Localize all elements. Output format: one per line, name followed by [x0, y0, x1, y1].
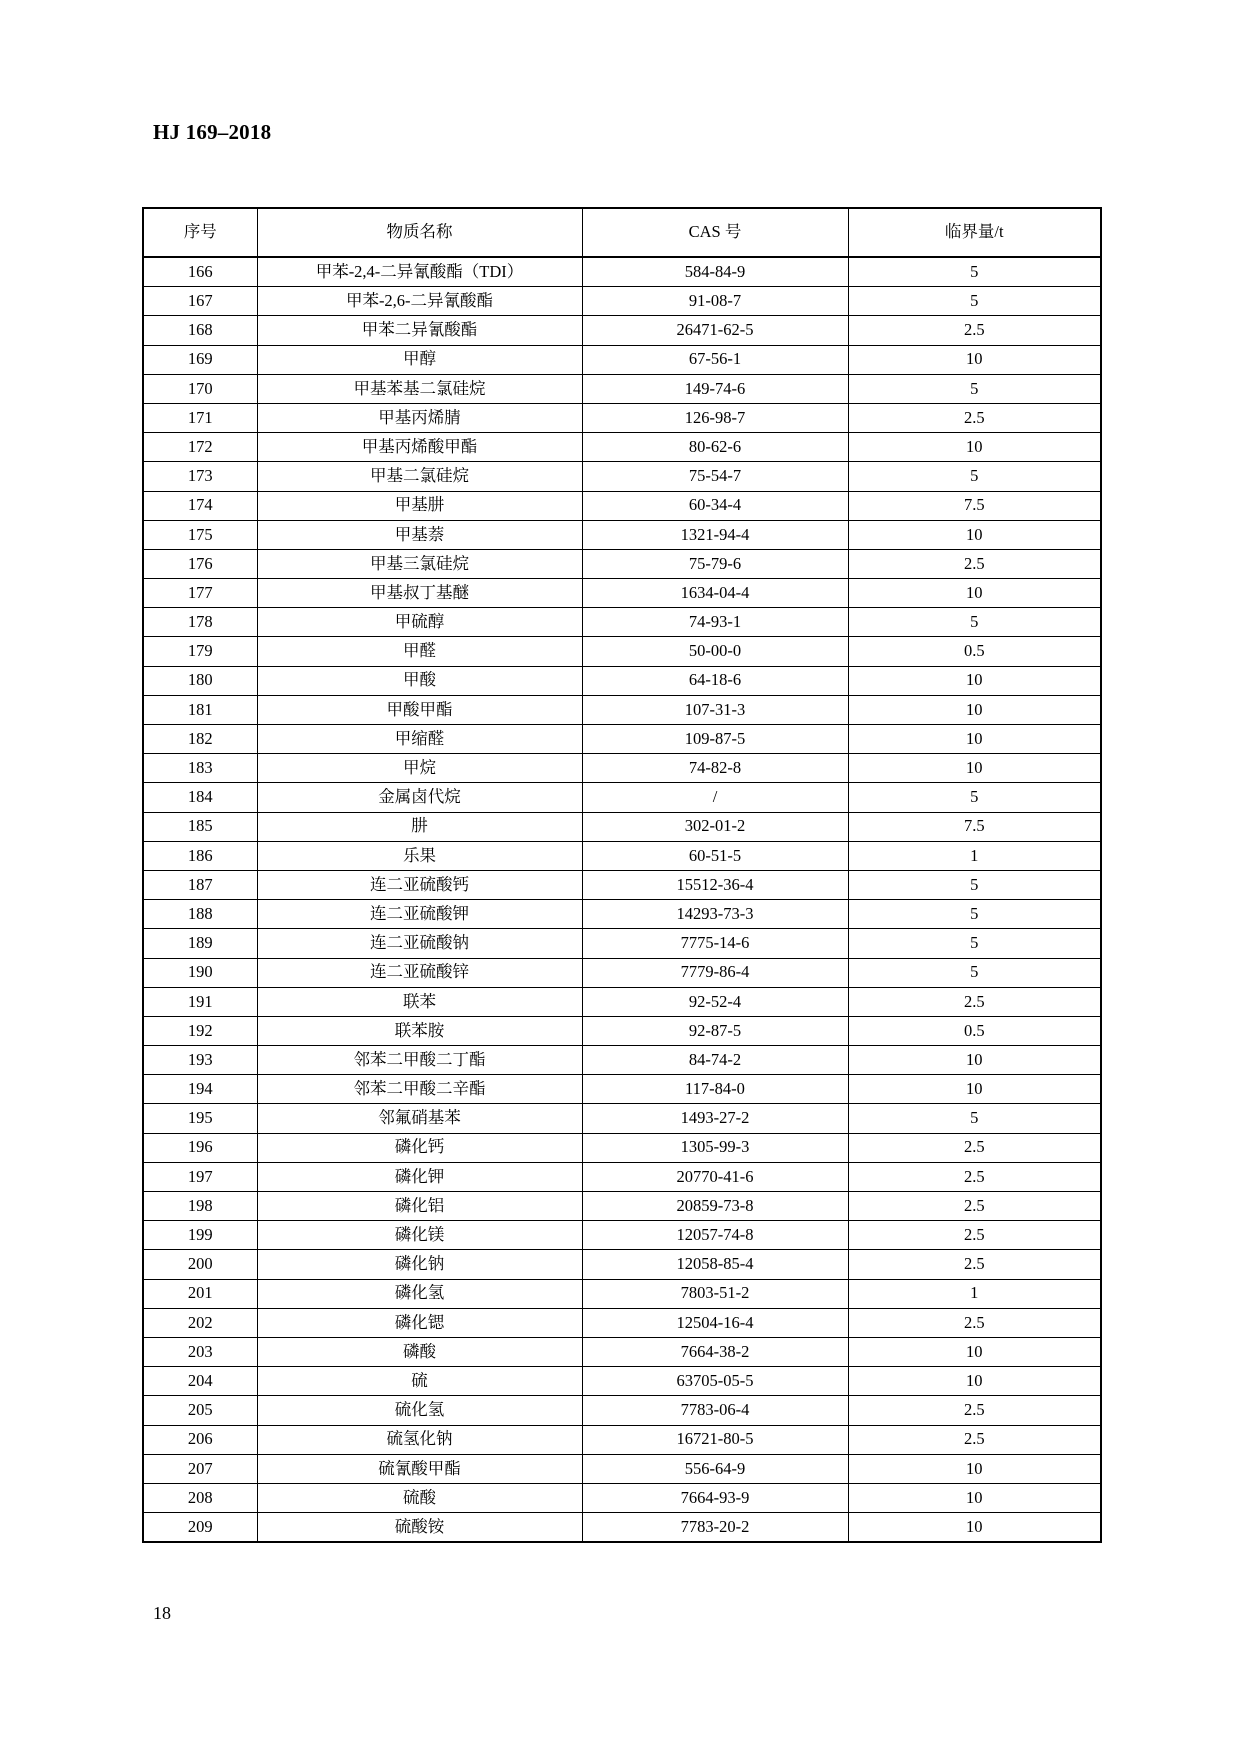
cell-substance-name: 乐果	[257, 841, 582, 870]
cell-serial: 201	[143, 1279, 257, 1308]
cell-serial: 202	[143, 1308, 257, 1337]
cell-substance-name: 甲基二氯硅烷	[257, 462, 582, 491]
cell-threshold: 5	[848, 374, 1101, 403]
table-row	[143, 929, 1101, 958]
cell-cas-number: 20770-41-6	[582, 1162, 848, 1191]
table-row	[143, 287, 1101, 316]
table-header-row	[143, 208, 1101, 257]
cell-substance-name: 邻氟硝基苯	[257, 1104, 582, 1133]
cell-substance-name: 硫化氢	[257, 1396, 582, 1425]
cell-threshold: 5	[848, 257, 1101, 287]
cell-cas-number: 84-74-2	[582, 1046, 848, 1075]
cell-threshold: 10	[848, 579, 1101, 608]
cell-serial: 171	[143, 403, 257, 432]
cell-serial: 196	[143, 1133, 257, 1162]
cell-substance-name: 磷化镁	[257, 1221, 582, 1250]
table-row	[143, 1337, 1101, 1366]
cell-serial: 205	[143, 1396, 257, 1425]
cell-cas-number: 60-34-4	[582, 491, 848, 520]
cell-threshold: 5	[848, 1104, 1101, 1133]
cell-cas-number: 1634-04-4	[582, 579, 848, 608]
cell-substance-name: 磷酸	[257, 1337, 582, 1366]
table-row	[143, 725, 1101, 754]
cell-serial: 186	[143, 841, 257, 870]
table-row	[143, 1308, 1101, 1337]
cell-serial: 169	[143, 345, 257, 374]
table-row	[143, 608, 1101, 637]
cell-serial: 179	[143, 637, 257, 666]
table-row	[143, 1104, 1101, 1133]
table-row	[143, 900, 1101, 929]
cell-serial: 195	[143, 1104, 257, 1133]
cell-substance-name: 硫酸铵	[257, 1513, 582, 1543]
table-row	[143, 403, 1101, 432]
cell-substance-name: 邻苯二甲酸二丁酯	[257, 1046, 582, 1075]
table-row	[143, 1075, 1101, 1104]
cell-cas-number: 1321-94-4	[582, 520, 848, 549]
cell-cas-number: 63705-05-5	[582, 1367, 848, 1396]
cell-serial: 198	[143, 1192, 257, 1221]
cell-cas-number: 75-54-7	[582, 462, 848, 491]
cell-cas-number: 20859-73-8	[582, 1192, 848, 1221]
cell-cas-number: 302-01-2	[582, 812, 848, 841]
cell-threshold: 2.5	[848, 403, 1101, 432]
cell-threshold: 10	[848, 666, 1101, 695]
cell-cas-number: /	[582, 783, 848, 812]
table-row	[143, 987, 1101, 1016]
cell-threshold: 10	[848, 1513, 1101, 1543]
cell-substance-name: 甲基肼	[257, 491, 582, 520]
table-row	[143, 958, 1101, 987]
cell-cas-number: 7664-93-9	[582, 1483, 848, 1512]
table-row	[143, 1162, 1101, 1191]
cell-serial: 176	[143, 549, 257, 578]
cell-substance-name: 甲基丙烯腈	[257, 403, 582, 432]
cell-cas-number: 80-62-6	[582, 433, 848, 462]
cell-threshold: 10	[848, 725, 1101, 754]
table-row	[143, 257, 1101, 287]
cell-threshold: 2.5	[848, 316, 1101, 345]
cell-substance-name: 联苯胺	[257, 1016, 582, 1045]
cell-threshold: 10	[848, 1367, 1101, 1396]
cell-cas-number: 60-51-5	[582, 841, 848, 870]
cell-serial: 180	[143, 666, 257, 695]
table-row	[143, 812, 1101, 841]
cell-substance-name: 硫氢化钠	[257, 1425, 582, 1454]
cell-cas-number: 12058-85-4	[582, 1250, 848, 1279]
cell-threshold: 10	[848, 1046, 1101, 1075]
cell-substance-name: 甲酸甲酯	[257, 695, 582, 724]
table-row	[143, 870, 1101, 899]
cell-threshold: 7.5	[848, 491, 1101, 520]
cell-threshold: 10	[848, 754, 1101, 783]
cell-cas-number: 12057-74-8	[582, 1221, 848, 1250]
table-row	[143, 1513, 1101, 1543]
cell-substance-name: 甲醛	[257, 637, 582, 666]
cell-substance-name: 甲基萘	[257, 520, 582, 549]
cell-substance-name: 硫酸	[257, 1483, 582, 1512]
cell-serial: 185	[143, 812, 257, 841]
cell-substance-name: 磷化铝	[257, 1192, 582, 1221]
column-header-serial: 序号	[143, 208, 257, 257]
table-row	[143, 666, 1101, 695]
cell-serial: 177	[143, 579, 257, 608]
cell-cas-number: 92-87-5	[582, 1016, 848, 1045]
cell-cas-number: 7664-38-2	[582, 1337, 848, 1366]
cell-serial: 173	[143, 462, 257, 491]
table-row	[143, 345, 1101, 374]
cell-substance-name: 硫氰酸甲酯	[257, 1454, 582, 1483]
cell-substance-name: 甲酸	[257, 666, 582, 695]
table-row	[143, 1425, 1101, 1454]
table-row	[143, 1250, 1101, 1279]
cell-serial: 190	[143, 958, 257, 987]
cell-substance-name: 甲硫醇	[257, 608, 582, 637]
cell-cas-number: 107-31-3	[582, 695, 848, 724]
cell-substance-name: 甲基三氯硅烷	[257, 549, 582, 578]
cell-threshold: 5	[848, 287, 1101, 316]
table-row	[143, 491, 1101, 520]
table-row	[143, 1279, 1101, 1308]
cell-serial: 206	[143, 1425, 257, 1454]
cell-cas-number: 117-84-0	[582, 1075, 848, 1104]
cell-threshold: 1	[848, 1279, 1101, 1308]
cell-threshold: 2.5	[848, 1396, 1101, 1425]
cell-substance-name: 磷化氢	[257, 1279, 582, 1308]
cell-substance-name: 连二亚硫酸钠	[257, 929, 582, 958]
cell-substance-name: 磷化钙	[257, 1133, 582, 1162]
table-row	[143, 1046, 1101, 1075]
cell-threshold: 10	[848, 1483, 1101, 1512]
cell-serial: 168	[143, 316, 257, 345]
cell-cas-number: 74-93-1	[582, 608, 848, 637]
table-row	[143, 1016, 1101, 1045]
cell-cas-number: 1493-27-2	[582, 1104, 848, 1133]
cell-serial: 166	[143, 257, 257, 287]
cell-substance-name: 甲苯-2,4-二异氰酸酯（TDI）	[257, 257, 582, 287]
table-row	[143, 462, 1101, 491]
cell-substance-name: 甲基苯基二氯硅烷	[257, 374, 582, 403]
cell-serial: 193	[143, 1046, 257, 1075]
cell-cas-number: 7779-86-4	[582, 958, 848, 987]
cell-cas-number: 15512-36-4	[582, 870, 848, 899]
table-row	[143, 841, 1101, 870]
cell-threshold: 10	[848, 1337, 1101, 1366]
cell-threshold: 5	[848, 929, 1101, 958]
cell-threshold: 10	[848, 695, 1101, 724]
cell-cas-number: 109-87-5	[582, 725, 848, 754]
cell-cas-number: 126-98-7	[582, 403, 848, 432]
cell-substance-name: 磷化钾	[257, 1162, 582, 1191]
cell-cas-number: 584-84-9	[582, 257, 848, 287]
cell-serial: 187	[143, 870, 257, 899]
table-body	[143, 257, 1101, 1542]
cell-threshold: 10	[848, 345, 1101, 374]
cell-serial: 183	[143, 754, 257, 783]
cell-threshold: 5	[848, 900, 1101, 929]
table-row	[143, 783, 1101, 812]
cell-threshold: 10	[848, 1075, 1101, 1104]
cell-serial: 178	[143, 608, 257, 637]
table-row	[143, 433, 1101, 462]
cell-threshold: 2.5	[848, 1162, 1101, 1191]
cell-cas-number: 7783-20-2	[582, 1513, 848, 1543]
cell-substance-name: 磷化锶	[257, 1308, 582, 1337]
table-row	[143, 1454, 1101, 1483]
document-code: HJ 169–2018	[153, 120, 272, 144]
cell-cas-number: 7775-14-6	[582, 929, 848, 958]
cell-substance-name: 磷化钠	[257, 1250, 582, 1279]
cell-threshold: 10	[848, 520, 1101, 549]
cell-serial: 184	[143, 783, 257, 812]
cell-substance-name: 甲烷	[257, 754, 582, 783]
column-header-cas-number: CAS 号	[582, 208, 848, 257]
cell-serial: 209	[143, 1513, 257, 1543]
cell-serial: 191	[143, 987, 257, 1016]
cell-cas-number: 7803-51-2	[582, 1279, 848, 1308]
cell-cas-number: 1305-99-3	[582, 1133, 848, 1162]
table-row	[143, 1133, 1101, 1162]
column-header-substance-name: 物质名称	[257, 208, 582, 257]
cell-serial: 188	[143, 900, 257, 929]
cell-cas-number: 12504-16-4	[582, 1308, 848, 1337]
cell-serial: 189	[143, 929, 257, 958]
cell-substance-name: 金属卤代烷	[257, 783, 582, 812]
cell-threshold: 2.5	[848, 1308, 1101, 1337]
cell-substance-name: 甲基丙烯酸甲酯	[257, 433, 582, 462]
cell-threshold: 0.5	[848, 637, 1101, 666]
page-number: 18	[153, 1603, 171, 1623]
cell-substance-name: 连二亚硫酸锌	[257, 958, 582, 987]
cell-serial: 170	[143, 374, 257, 403]
cell-threshold: 2.5	[848, 987, 1101, 1016]
table-row	[143, 1221, 1101, 1250]
table-row	[143, 637, 1101, 666]
cell-threshold: 2.5	[848, 1133, 1101, 1162]
cell-threshold: 2.5	[848, 1192, 1101, 1221]
cell-substance-name: 甲基叔丁基醚	[257, 579, 582, 608]
cell-cas-number: 14293-73-3	[582, 900, 848, 929]
table-row	[143, 374, 1101, 403]
cell-serial: 207	[143, 1454, 257, 1483]
cell-substance-name: 甲苯二异氰酸酯	[257, 316, 582, 345]
cell-substance-name: 肼	[257, 812, 582, 841]
table-row	[143, 1396, 1101, 1425]
substance-threshold-table	[142, 207, 1102, 1543]
cell-substance-name: 联苯	[257, 987, 582, 1016]
cell-substance-name: 甲缩醛	[257, 725, 582, 754]
cell-cas-number: 149-74-6	[582, 374, 848, 403]
cell-substance-name: 硫	[257, 1367, 582, 1396]
cell-threshold: 5	[848, 783, 1101, 812]
table-row	[143, 1483, 1101, 1512]
cell-threshold: 2.5	[848, 549, 1101, 578]
cell-serial: 181	[143, 695, 257, 724]
cell-threshold: 1	[848, 841, 1101, 870]
cell-cas-number: 7783-06-4	[582, 1396, 848, 1425]
cell-cas-number: 92-52-4	[582, 987, 848, 1016]
cell-threshold: 5	[848, 608, 1101, 637]
cell-threshold: 5	[848, 462, 1101, 491]
cell-threshold: 10	[848, 1454, 1101, 1483]
cell-threshold: 2.5	[848, 1250, 1101, 1279]
cell-cas-number: 50-00-0	[582, 637, 848, 666]
cell-serial: 204	[143, 1367, 257, 1396]
cell-threshold: 5	[848, 958, 1101, 987]
cell-cas-number: 75-79-6	[582, 549, 848, 578]
cell-cas-number: 16721-80-5	[582, 1425, 848, 1454]
cell-serial: 167	[143, 287, 257, 316]
table-row	[143, 1192, 1101, 1221]
cell-substance-name: 连二亚硫酸钾	[257, 900, 582, 929]
table-row	[143, 695, 1101, 724]
cell-substance-name: 甲醇	[257, 345, 582, 374]
cell-serial: 192	[143, 1016, 257, 1045]
cell-serial: 197	[143, 1162, 257, 1191]
cell-threshold: 2.5	[848, 1425, 1101, 1454]
cell-substance-name: 甲苯-2,6-二异氰酸酯	[257, 287, 582, 316]
table-row	[143, 316, 1101, 345]
cell-serial: 194	[143, 1075, 257, 1104]
cell-threshold: 7.5	[848, 812, 1101, 841]
cell-cas-number: 67-56-1	[582, 345, 848, 374]
cell-substance-name: 邻苯二甲酸二辛酯	[257, 1075, 582, 1104]
cell-cas-number: 74-82-8	[582, 754, 848, 783]
cell-cas-number: 26471-62-5	[582, 316, 848, 345]
table-row	[143, 754, 1101, 783]
cell-serial: 172	[143, 433, 257, 462]
cell-serial: 199	[143, 1221, 257, 1250]
cell-cas-number: 91-08-7	[582, 287, 848, 316]
cell-threshold: 10	[848, 433, 1101, 462]
cell-cas-number: 556-64-9	[582, 1454, 848, 1483]
cell-serial: 208	[143, 1483, 257, 1512]
cell-substance-name: 连二亚硫酸钙	[257, 870, 582, 899]
table-row	[143, 579, 1101, 608]
cell-serial: 200	[143, 1250, 257, 1279]
table-row	[143, 549, 1101, 578]
cell-threshold: 5	[848, 870, 1101, 899]
table-row	[143, 520, 1101, 549]
cell-serial: 203	[143, 1337, 257, 1366]
table-row	[143, 1367, 1101, 1396]
cell-serial: 182	[143, 725, 257, 754]
cell-threshold: 0.5	[848, 1016, 1101, 1045]
cell-serial: 175	[143, 520, 257, 549]
cell-cas-number: 64-18-6	[582, 666, 848, 695]
cell-threshold: 2.5	[848, 1221, 1101, 1250]
column-header-threshold: 临界量/t	[848, 208, 1101, 257]
cell-serial: 174	[143, 491, 257, 520]
